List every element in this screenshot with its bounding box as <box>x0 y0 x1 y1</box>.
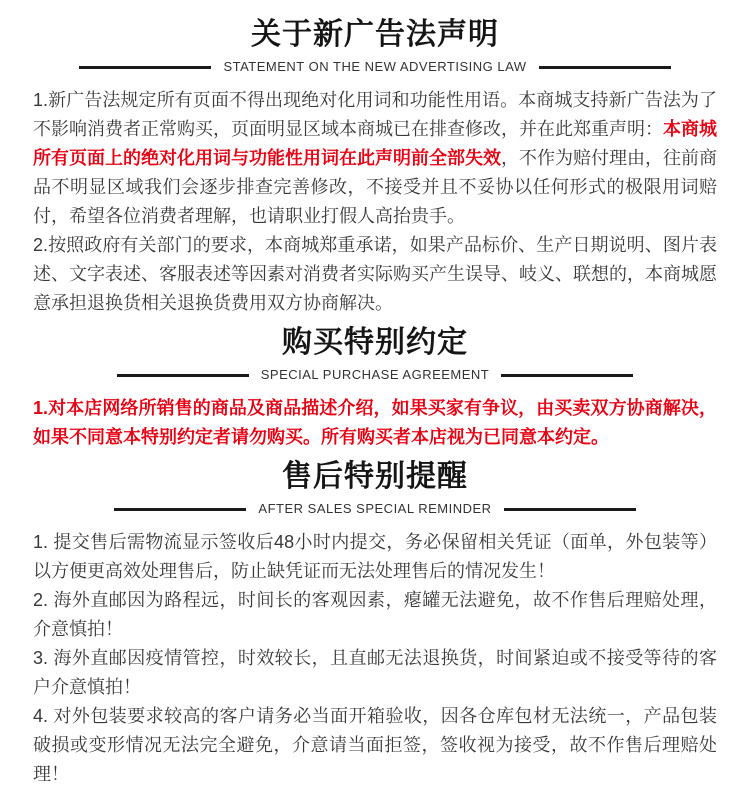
subtitle-right-divider-line <box>501 374 633 377</box>
section-subtitle-row <box>33 59 717 75</box>
paragraph-purchase-agreement: 1.对本店网络所销售的商品及商品描述介绍，如果买家有争议，由买卖双方协商解决，如果不同意本特别约定者请勿购买。所有购买者本店视为已同意本约定。 <box>33 398 717 447</box>
paragraph-law-statement-2: 2.按照政府有关部门的要求，本商城郑重承诺，如果产品标价、生产日期说明、图片表述、文字表述、客服表述等因素对消费者实际购买产生误导、岐义、联想的，本商城愿意承担退换货相关退换货费用双方协商解决。 <box>33 235 717 313</box>
section-title-after-sales: 售后特别提醒 <box>282 460 468 493</box>
paragraph-law-statement-1: 1.新广告法规定所有页面不得出现绝对化用词和功能性用语。本商城支持新广告法为了不影响消费者正常购买，页面明显区域本商城已在排查修改，并在此郑重声明：本商城所有页面上的绝对化用词与功能性用词在此声明前全部失效，不作为赔付理由，往前商品不明显区域我们会逐步排查完善修改，不接受并且不妥协以任何形式的极限用词赔付，希望各位消费者理解，也请职业打假人高抬贵手。 <box>33 90 717 226</box>
section-title-new-advertising-law: 关于新广告法声明 <box>251 18 499 51</box>
section-title-purchase-agreement: 购买特别约定 <box>282 326 468 359</box>
section-subtitle-row <box>33 501 717 517</box>
paragraph-after-sales-2: 2. 海外直邮因为路程远，时间长的客观因素，瘪罐无法避免，故不作售后理赔处理，介意慎拍！ <box>33 590 717 639</box>
section-paragraphs <box>33 394 717 452</box>
subtitle-left-divider-line <box>114 508 246 511</box>
paragraph-after-sales-3: 3. 海外直邮因疫情管控，时效较长，且直邮无法退换货，时间紧迫或不接受等待的客户介意慎拍！ <box>33 648 717 697</box>
section-subtitle-row <box>33 367 717 383</box>
subtitle-left-divider-line <box>117 374 249 377</box>
section-new-advertising-law <box>33 16 717 318</box>
section-after-sales-reminder <box>33 458 717 787</box>
section-subtitle-text: SPECIAL PURCHASE AGREEMENT <box>260 367 490 382</box>
subtitle-left-divider-line <box>79 66 211 69</box>
section-paragraphs <box>33 528 717 787</box>
section-special-purchase-agreement <box>33 324 717 452</box>
paragraph-after-sales-4: 4. 对外包装要求较高的客户请务必当面开箱验收，因各仓库包材无法统一，产品包装破损或变形情况无法完全避免，介意请当面拒签，签收视为接受，故不作售后理赔处理！ <box>33 706 717 784</box>
section-subtitle-text: STATEMENT ON THE NEW ADVERTISING LAW <box>223 59 527 74</box>
subtitle-right-divider-line <box>504 508 636 511</box>
subtitle-right-divider-line <box>539 66 671 69</box>
section-subtitle-text: AFTER SALES SPECIAL REMINDER <box>258 501 492 516</box>
paragraph-after-sales-1: 1. 提交售后需物流显示签收后48小时内提交，务必保留相关凭证（面单，外包装等）以方便更高效处理售后，防止缺凭证而无法处理售后的情况发生！ <box>33 532 717 581</box>
section-paragraphs <box>33 86 717 318</box>
